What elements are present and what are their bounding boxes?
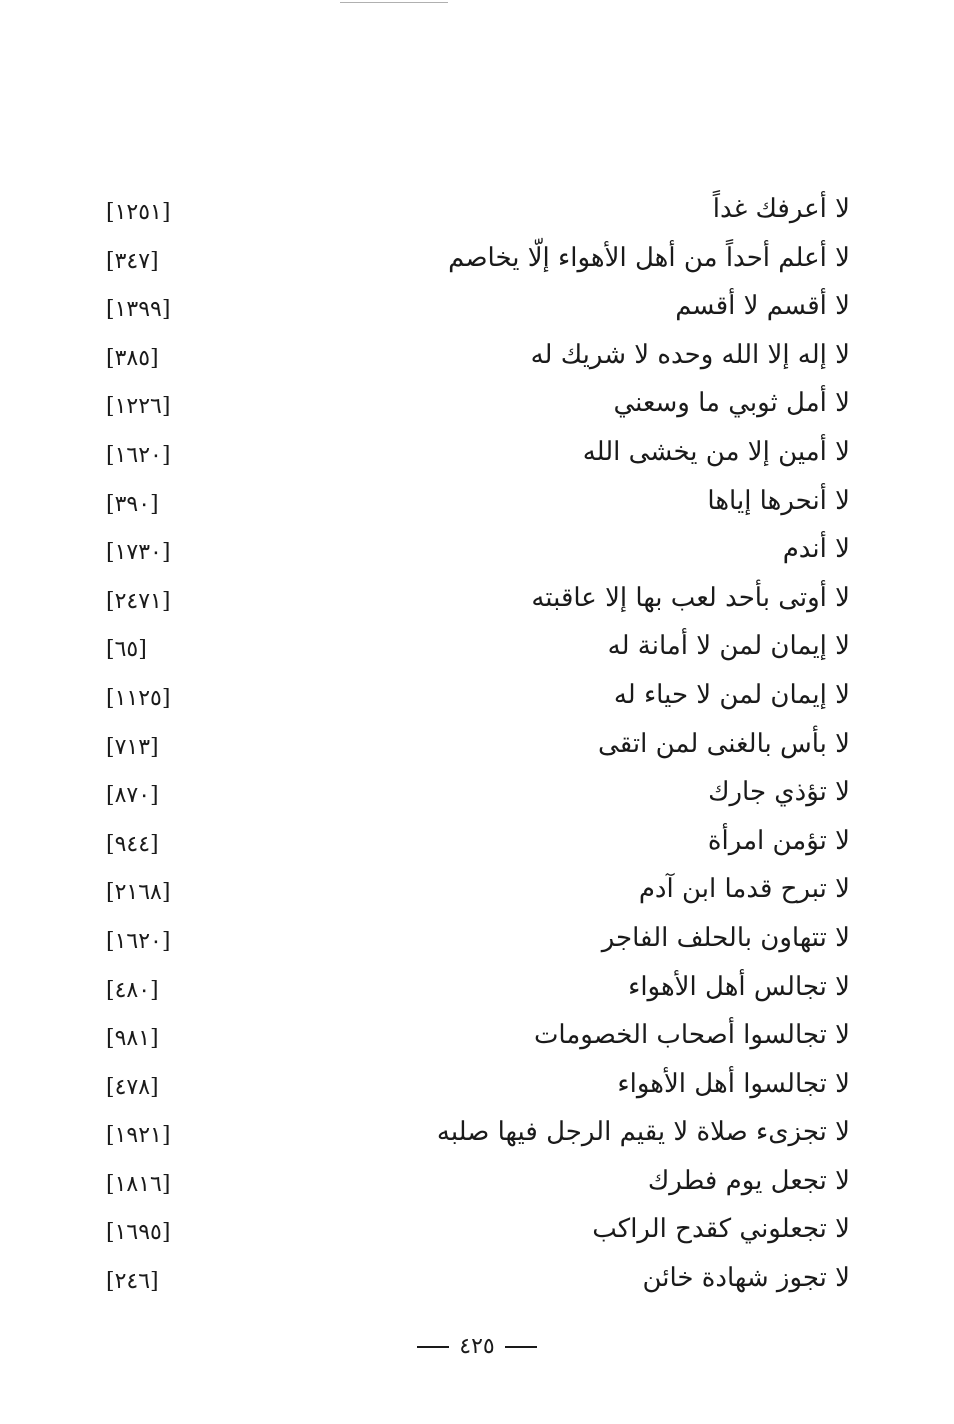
entry-ref: [٤٧٨] (106, 1074, 159, 1100)
entry-ref: [٤٨٠] (106, 977, 159, 1003)
entry-text: لا تجالس أهل الأهواء (628, 971, 850, 1002)
index-entry (0, 575, 954, 624)
index-entry (0, 769, 954, 818)
entry-ref: [٨٧٠] (106, 783, 159, 809)
index-entry (0, 332, 954, 381)
entry-text: لا أعرفك غداً (712, 194, 850, 224)
entry-ref: [٢١٦٨] (106, 880, 171, 906)
index-entry (0, 283, 954, 332)
entry-text: لا إيمان لمن لا حياء له (613, 679, 850, 710)
entry-ref: [١١٢٥] (106, 685, 171, 711)
entry-text: لا أنحرها إياها (707, 485, 850, 516)
entry-ref: [١٦٢٠] (106, 928, 171, 954)
page-number-dash (505, 1346, 537, 1348)
entry-text: لا أعلم أحداً من أهل الأهواء إلّا يخاصم (448, 242, 850, 273)
entry-ref: [١٣٩٩] (106, 297, 171, 323)
index-entry (0, 1158, 954, 1207)
index-entry (0, 915, 954, 964)
index-entry (0, 964, 954, 1013)
index-entry (0, 429, 954, 478)
index-entry (0, 235, 954, 284)
entry-ref: [٢٤٦] (106, 1269, 159, 1295)
entry-text: لا تؤذي جارك (708, 777, 850, 808)
entry-text: لا إله إلا الله وحده لا شريك له (530, 339, 850, 370)
entry-text: لا إيمان لمن لا أمانة له (607, 631, 850, 662)
index-entry (0, 672, 954, 721)
index-entry (0, 1109, 954, 1158)
index-entry (0, 1012, 954, 1061)
entry-ref: [١٩٢١] (106, 1123, 171, 1149)
page-number-dash (417, 1346, 449, 1348)
index-entry (0, 866, 954, 915)
top-rule (340, 2, 448, 3)
entry-ref: [١٨١٦] (106, 1171, 171, 1197)
entry-ref: [٩٨١] (106, 1026, 159, 1052)
entry-text: لا أمين إلا من يخشى الله (582, 436, 850, 467)
entry-text: لا تجوز شهادة خائن (642, 1263, 850, 1294)
entry-ref: [٦٥] (106, 637, 147, 663)
entry-ref: [١٢٢٦] (106, 394, 171, 420)
index-entry (0, 623, 954, 672)
entry-ref: [٩٤٤] (106, 831, 159, 857)
entry-text: لا تبرح قدما ابن آدم (638, 874, 850, 905)
index-entry (0, 818, 954, 867)
entry-text: لا تجعلوني كقدح الراكب (592, 1214, 850, 1245)
entry-text: لا تجعل يوم فطرك (647, 1165, 850, 1196)
entry-ref: [٢٤٧١] (106, 588, 171, 614)
entry-ref: [١٦٩٥] (106, 1220, 171, 1246)
index-list (0, 186, 954, 1304)
entry-ref: [٣٨٥] (106, 345, 159, 371)
index-entry (0, 1255, 954, 1304)
entry-ref: [١٧٣٠] (106, 540, 171, 566)
entry-text: لا أندم (782, 534, 850, 565)
entry-ref: [٣٤٧] (106, 248, 159, 274)
index-entry (0, 1061, 954, 1110)
entry-text: لا تتهاون بالحلف الفاجر (601, 922, 850, 953)
index-entry (0, 478, 954, 527)
index-entry (0, 526, 954, 575)
page-number (0, 1330, 954, 1364)
entry-text: لا تؤمن امرأة (707, 825, 850, 856)
entry-text: لا تجالسوا أصحاب الخصومات (533, 1020, 850, 1051)
entry-text: لا أقسم لا أقسم (675, 291, 850, 322)
entry-text: لا بأس بالغنى لمن اتقى (598, 728, 850, 759)
entry-ref: [١٢٥١] (106, 200, 171, 225)
index-entry (0, 1206, 954, 1255)
index-entry (0, 721, 954, 770)
entry-ref: [١٦٢٠] (106, 442, 171, 468)
entry-ref: [٧١٣] (106, 734, 159, 760)
entry-text: لا تجالسوا أهل الأهواء (617, 1068, 850, 1099)
entry-text: لا تجزىء صلاة لا يقيم الرجل فيها صلبه (436, 1117, 850, 1148)
entry-ref: [٣٩٠] (106, 491, 159, 517)
index-entry (0, 186, 954, 235)
entry-text: لا أوتى بأحد لعب بها إلا عاقبته (531, 582, 850, 613)
index-entry (0, 380, 954, 429)
page-number-value: ٤٢٥ (459, 1334, 495, 1359)
entry-text: لا أمل ثوبي ما وسعني (613, 388, 850, 419)
